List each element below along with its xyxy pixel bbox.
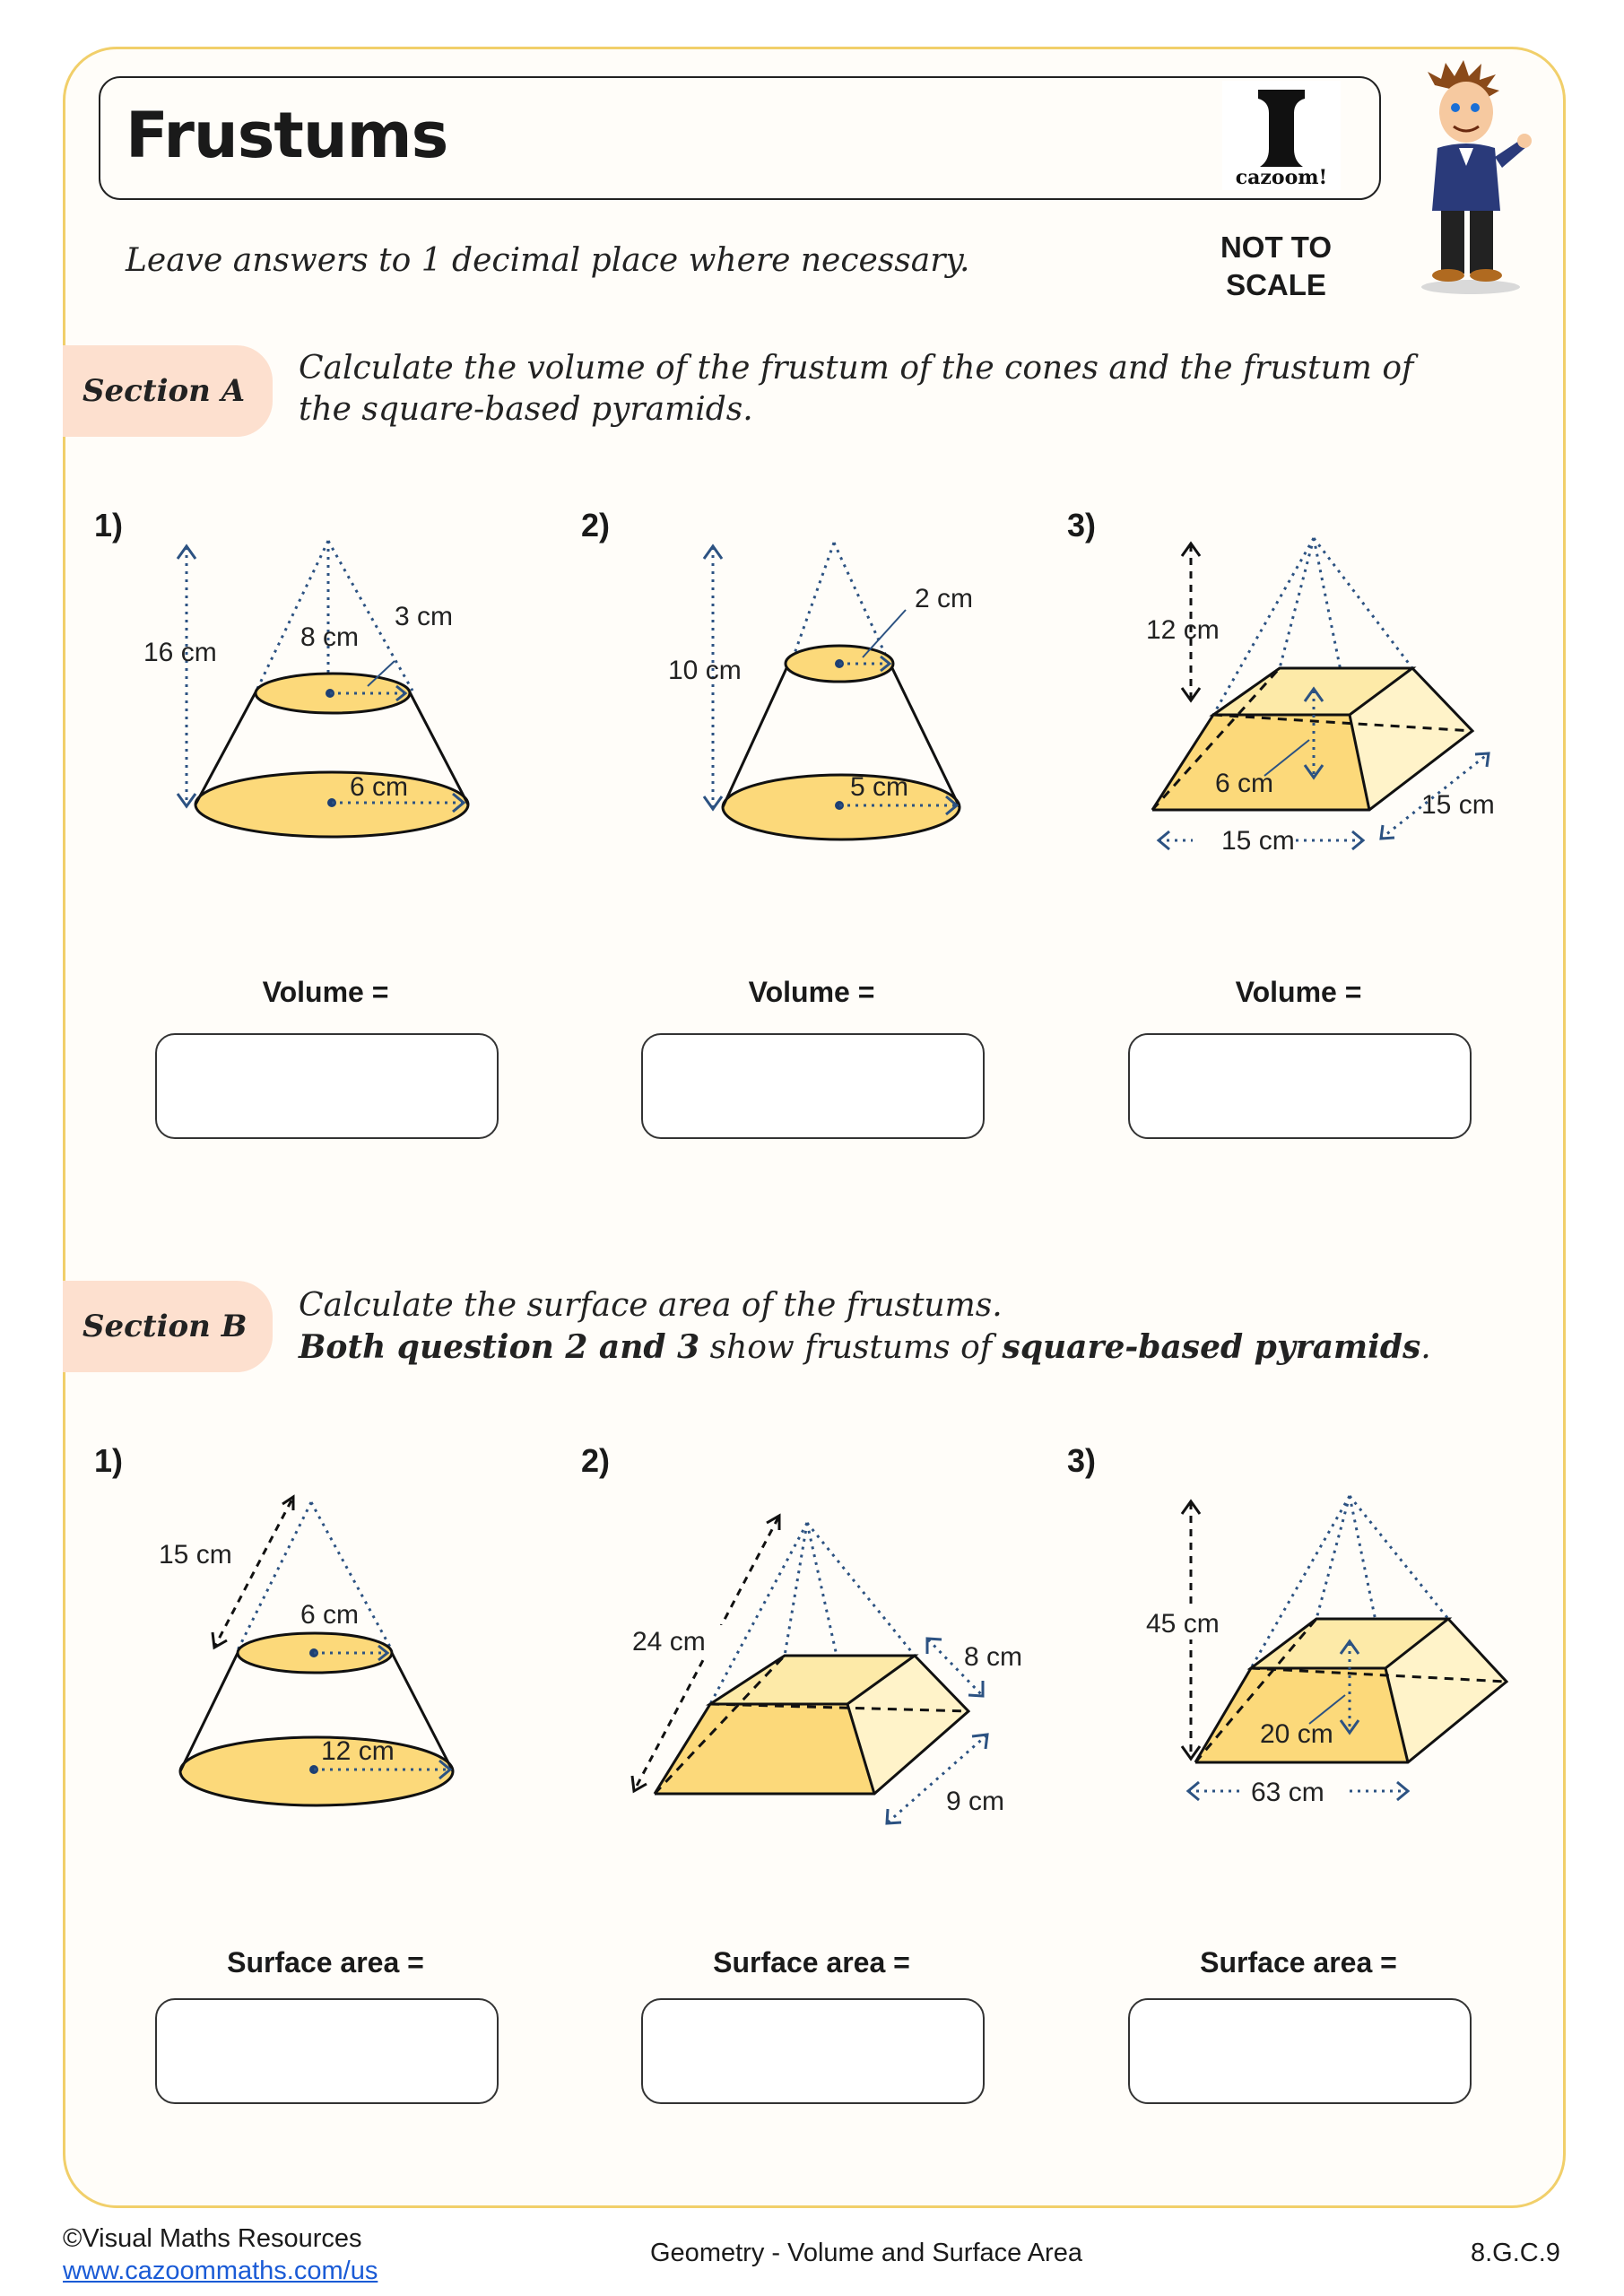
b3-top-side-label: 20 cm [1260,1719,1333,1749]
footer-credits [63,2222,378,2287]
section-b-line1: Calculate the surface area of the frustums. [299,1287,1003,1324]
logo-text: cazoom! [1235,166,1328,189]
section-b-bold-1: Both question 2 and 3 [299,1328,700,1366]
section-b-mid: show frustums of [699,1329,1003,1366]
a3-base-depth-label: 15 cm [1421,790,1495,820]
diagram-b2-pyramid-frustum [619,1489,1022,1848]
diagram-b1-cone-frustum [148,1484,489,1825]
a1-answer-label: Volume = [262,976,389,1008]
b1-answer-box[interactable] [155,1998,499,2104]
diagram-b3-pyramid-frustum [1139,1480,1524,1839]
diagram-a2-cone-frustum [655,525,1013,857]
a1-height-label: 16 cm [143,638,217,667]
instruction-text: Leave answers to 1 decimal place where necessary. [126,242,970,279]
diagram-a1-cone-frustum [126,525,502,857]
a3-top-height-label: 12 cm [1146,615,1220,645]
footer-link[interactable]: www.cazoommaths.com/us [63,2257,378,2285]
a2-answer-label: Volume = [748,976,875,1008]
footer-standard-code: 8.G.C.9 [1471,2239,1560,2267]
b2-top-side-label: 8 cm [964,1642,1022,1672]
a3-answer-box[interactable] [1128,1033,1472,1139]
a3-top-side-label: 6 cm [1215,769,1274,798]
section-b-tab: Section B [63,1281,273,1372]
b1-slant-label: 15 cm [159,1540,232,1570]
b2-slant-label: 24 cm [632,1627,706,1657]
a2-answer-box[interactable] [641,1033,985,1139]
a2-bottom-radius-label: 5 cm [850,772,909,802]
b3-base-side-label: 63 cm [1251,1778,1324,1807]
b3-answer-label: Surface area = [1200,1946,1397,1979]
a1-bottom-radius-label: 6 cm [350,772,409,802]
cazoom-logo [1222,81,1341,190]
question-a2-number: 2) [581,507,611,544]
question-a3-number: 3) [1067,507,1097,544]
a3-base-width-label: 15 cm [1221,826,1295,856]
section-b-bold-2: square-based pyramids [1002,1328,1421,1366]
section-b-instructions [299,1285,1431,1369]
a1-answer-box[interactable] [155,1033,499,1139]
section-b-end: . [1420,1329,1431,1366]
a2-top-radius-label: 2 cm [915,584,974,613]
b3-answer-box[interactable] [1128,1998,1472,2104]
footer-copyright: ©Visual Maths Resources [63,2224,362,2253]
b2-answer-box[interactable] [641,1998,985,2104]
b3-height-label: 45 cm [1146,1609,1220,1639]
question-b2-number: 2) [581,1442,611,1479]
mascot-boy [1403,58,1538,296]
section-a-tab: Section A [63,345,273,437]
footer-topic: Geometry - Volume and Surface Area [650,2239,1082,2267]
diagram-a3-pyramid-frustum [1139,525,1524,883]
a1-top-radius-label: 3 cm [395,602,454,631]
question-b1-number: 1) [94,1442,124,1479]
section-a-line1: Calculate the volume of the frustum of the cones and the frustum of [299,350,1414,387]
question-a1-number: 1) [94,507,124,544]
a1-top-height-label: 8 cm [300,622,360,652]
a3-answer-label: Volume = [1235,976,1362,1008]
section-a-instructions [299,348,1413,430]
not-to-scale-note: NOT TO SCALE [1220,230,1333,301]
b1-top-radius-label: 6 cm [300,1600,360,1630]
page-title: Frustums [126,99,448,172]
b1-bottom-radius-label: 12 cm [321,1736,395,1766]
section-a-line2: the square-based pyramids. [299,391,753,428]
section-b-line2 [299,1326,1431,1369]
question-b3-number: 3) [1067,1442,1097,1479]
b2-base-side-label: 9 cm [946,1787,1005,1816]
b1-answer-label: Surface area = [227,1946,424,1979]
a2-height-label: 10 cm [668,656,742,685]
b2-answer-label: Surface area = [713,1946,910,1979]
